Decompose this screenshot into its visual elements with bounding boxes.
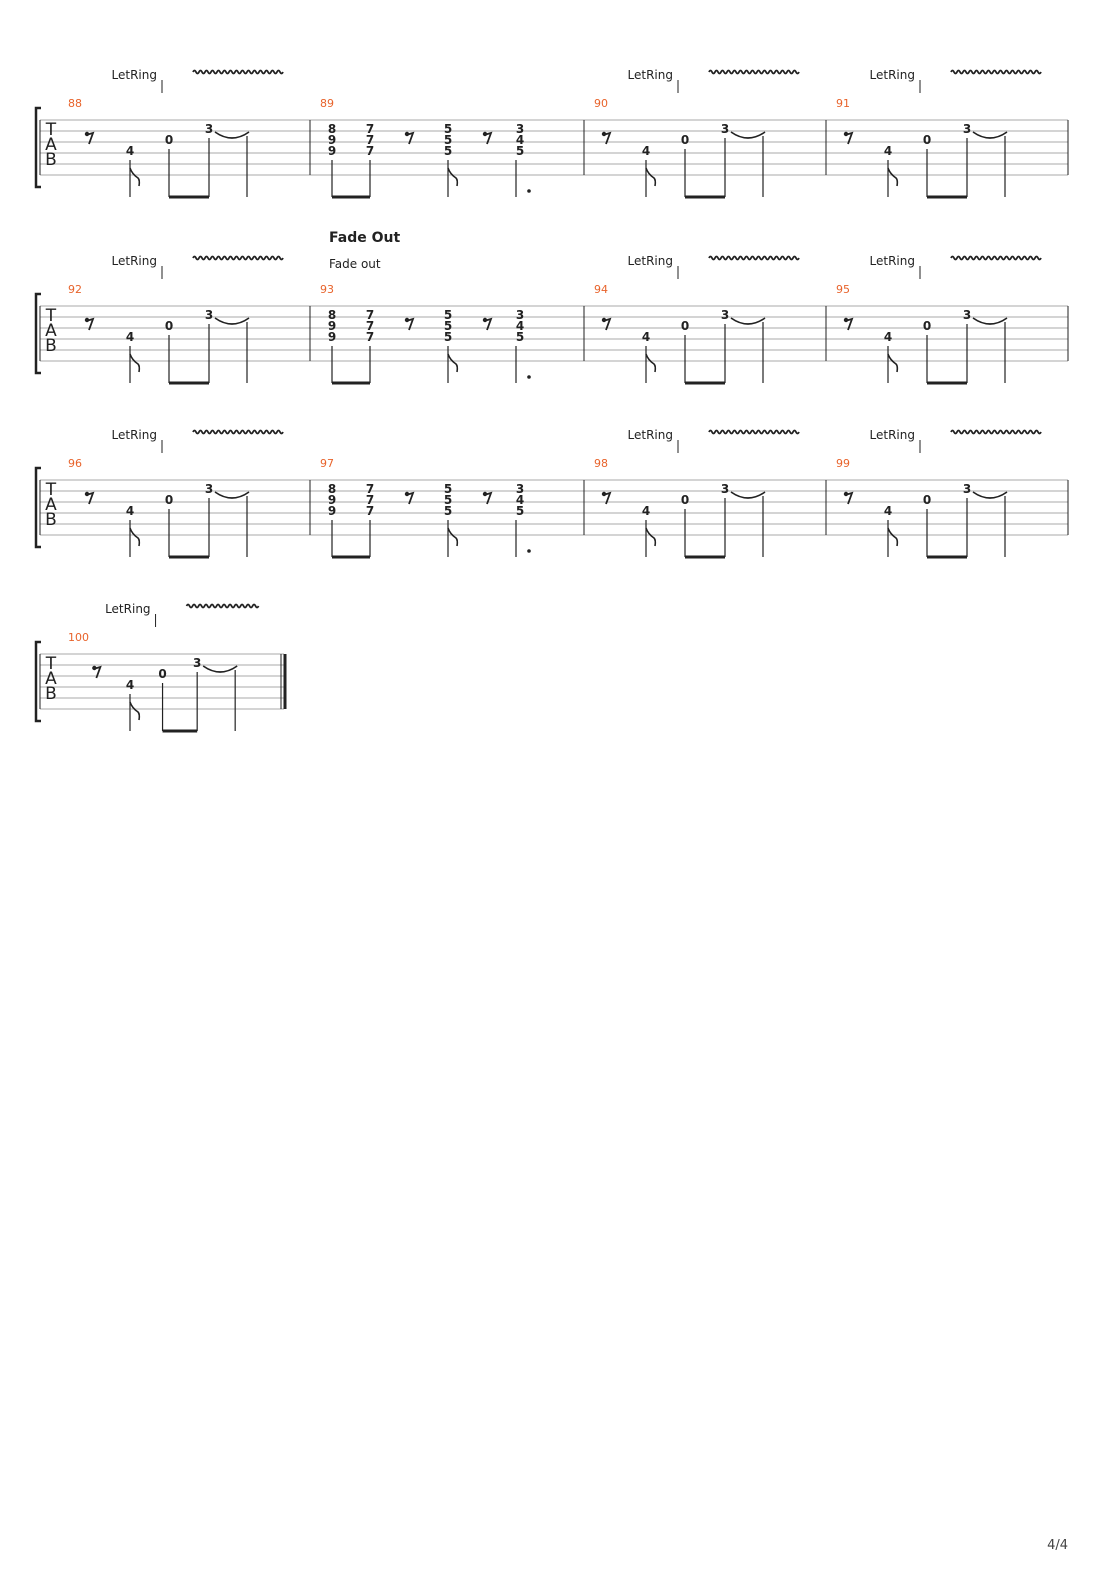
measure-89 bbox=[310, 97, 531, 197]
note-flag bbox=[888, 168, 897, 186]
note-flag bbox=[888, 528, 897, 546]
measure-number: 88 bbox=[68, 97, 82, 110]
fret-number: 4 bbox=[641, 144, 651, 158]
fret-number: 3 bbox=[515, 308, 525, 322]
tab-clef-letter: A bbox=[45, 135, 57, 155]
measure-97 bbox=[310, 457, 531, 557]
let-ring-label: LetRing bbox=[105, 602, 151, 616]
measure-95 bbox=[826, 254, 1068, 383]
let-ring-label: LetRing bbox=[627, 254, 673, 268]
tie bbox=[731, 132, 765, 138]
let-ring-vibrato-line bbox=[951, 71, 1041, 74]
let-ring-label: LetRing bbox=[627, 428, 673, 442]
fret-number: 5 bbox=[443, 122, 453, 136]
fret-number: 8 bbox=[327, 122, 337, 136]
fret-number: 9 bbox=[327, 144, 337, 158]
tab-clef-letter: T bbox=[45, 654, 57, 674]
let-ring-label: LetRing bbox=[627, 68, 673, 82]
tab-clef-letter: T bbox=[45, 306, 57, 326]
fret-number: 4 bbox=[515, 133, 525, 147]
fret-number: 7 bbox=[365, 482, 375, 496]
fret-number: 3 bbox=[204, 122, 214, 136]
fret-number: 4 bbox=[641, 504, 651, 518]
note-flag bbox=[888, 354, 897, 372]
tie bbox=[215, 492, 249, 498]
fret-number: 0 bbox=[680, 133, 690, 147]
measure-number: 91 bbox=[836, 97, 850, 110]
fret-number: 0 bbox=[922, 493, 932, 507]
tie bbox=[973, 492, 1007, 498]
fret-number: 5 bbox=[515, 330, 525, 344]
fret-number: 3 bbox=[720, 308, 730, 322]
note-flag bbox=[646, 168, 655, 186]
fret-number: 3 bbox=[962, 308, 972, 322]
tie bbox=[973, 132, 1007, 138]
fret-number: 0 bbox=[164, 493, 174, 507]
let-ring-vibrato-line bbox=[709, 257, 799, 260]
let-ring-vibrato-line bbox=[187, 605, 259, 608]
note-flag bbox=[130, 528, 139, 546]
tab-clef-letter: A bbox=[45, 495, 57, 515]
tab-clef-letter: B bbox=[45, 510, 57, 530]
measure-88 bbox=[40, 68, 283, 197]
dot bbox=[527, 549, 531, 553]
fret-number: 3 bbox=[720, 482, 730, 496]
tie bbox=[215, 132, 249, 138]
fret-number: 4 bbox=[125, 330, 135, 344]
note-flag bbox=[646, 528, 655, 546]
fret-number: 5 bbox=[515, 144, 525, 158]
dot bbox=[527, 375, 531, 379]
measure-number: 95 bbox=[836, 283, 850, 296]
fret-number: 5 bbox=[515, 504, 525, 518]
note-flag bbox=[130, 702, 139, 720]
let-ring-vibrato-line bbox=[709, 431, 799, 434]
fret-number: 3 bbox=[204, 308, 214, 322]
measure-96 bbox=[40, 428, 283, 557]
system-4 bbox=[36, 602, 285, 731]
fret-number: 7 bbox=[365, 319, 375, 333]
measure-number: 93 bbox=[320, 283, 334, 296]
fret-number: 8 bbox=[327, 482, 337, 496]
measure-93 bbox=[310, 283, 531, 383]
fret-number: 7 bbox=[365, 330, 375, 344]
fret-number: 5 bbox=[443, 308, 453, 322]
let-ring-label: LetRing bbox=[111, 68, 157, 82]
let-ring-vibrato-line bbox=[193, 431, 283, 434]
tie bbox=[731, 492, 765, 498]
fret-number: 4 bbox=[883, 144, 893, 158]
fret-number: 7 bbox=[365, 144, 375, 158]
let-ring-label: LetRing bbox=[869, 254, 915, 268]
fret-number: 7 bbox=[365, 122, 375, 136]
measure-number: 89 bbox=[320, 97, 334, 110]
fret-number: 4 bbox=[641, 330, 651, 344]
measure-number: 97 bbox=[320, 457, 334, 470]
measure-number: 92 bbox=[68, 283, 82, 296]
fret-number: 4 bbox=[515, 319, 525, 333]
tie bbox=[973, 318, 1007, 324]
page-number: 4/4 bbox=[1047, 1538, 1068, 1553]
fret-number: 4 bbox=[883, 504, 893, 518]
measure-94 bbox=[584, 254, 799, 383]
fret-number: 3 bbox=[720, 122, 730, 136]
fret-number: 4 bbox=[125, 504, 135, 518]
let-ring-vibrato-line bbox=[709, 71, 799, 74]
let-ring-vibrato-line bbox=[193, 71, 283, 74]
tie bbox=[215, 318, 249, 324]
measure-100 bbox=[40, 602, 285, 731]
fret-number: 9 bbox=[327, 133, 337, 147]
fret-number: 3 bbox=[515, 122, 525, 136]
tablature-score bbox=[0, 0, 1110, 780]
let-ring-vibrato-line bbox=[951, 431, 1041, 434]
fret-number: 5 bbox=[443, 330, 453, 344]
fret-number: 9 bbox=[327, 330, 337, 344]
measure-number: 98 bbox=[594, 457, 608, 470]
fret-number: 0 bbox=[680, 493, 690, 507]
system-3 bbox=[36, 428, 1068, 557]
let-ring-vibrato-line bbox=[193, 257, 283, 260]
fret-number: 5 bbox=[443, 144, 453, 158]
fret-number: 5 bbox=[443, 319, 453, 333]
measure-number: 96 bbox=[68, 457, 82, 470]
fret-number: 4 bbox=[125, 144, 135, 158]
fret-number: 4 bbox=[125, 678, 135, 692]
tab-clef-letter: A bbox=[45, 321, 57, 341]
fret-number: 5 bbox=[443, 493, 453, 507]
measure-98 bbox=[584, 428, 799, 557]
fret-number: 0 bbox=[158, 667, 167, 681]
tab-clef-letter: T bbox=[45, 120, 57, 140]
fret-number: 7 bbox=[365, 133, 375, 147]
measure-92 bbox=[40, 254, 283, 383]
measure-number: 100 bbox=[68, 631, 89, 644]
fret-number: 3 bbox=[962, 122, 972, 136]
measure-99 bbox=[826, 428, 1068, 557]
fret-number: 5 bbox=[443, 482, 453, 496]
fret-number: 7 bbox=[365, 504, 375, 518]
fret-number: 3 bbox=[962, 482, 972, 496]
fret-number: 0 bbox=[680, 319, 690, 333]
fret-number: 3 bbox=[204, 482, 214, 496]
let-ring-label: LetRing bbox=[869, 428, 915, 442]
fret-number: 0 bbox=[164, 319, 174, 333]
fret-number: 9 bbox=[327, 319, 337, 333]
fret-number: 0 bbox=[922, 133, 932, 147]
fret-number: 0 bbox=[164, 133, 174, 147]
tab-clef-letter: B bbox=[45, 684, 57, 704]
fret-number: 4 bbox=[883, 330, 893, 344]
fret-number: 5 bbox=[443, 133, 453, 147]
measure-number: 90 bbox=[594, 97, 608, 110]
note-flag bbox=[130, 354, 139, 372]
fret-number: 3 bbox=[515, 482, 525, 496]
note-flag bbox=[646, 354, 655, 372]
measure-number: 99 bbox=[836, 457, 850, 470]
fret-number: 3 bbox=[192, 656, 202, 670]
tab-clef-letter: B bbox=[45, 150, 57, 170]
tab-clef-letter: B bbox=[45, 336, 57, 356]
measure-number: 94 bbox=[594, 283, 608, 296]
note-flag bbox=[448, 354, 457, 372]
fret-number: 8 bbox=[327, 308, 337, 322]
fret-number: 4 bbox=[515, 493, 525, 507]
let-ring-vibrato-line bbox=[951, 257, 1041, 260]
let-ring-label: LetRing bbox=[869, 68, 915, 82]
note-flag bbox=[130, 168, 139, 186]
fret-number: 7 bbox=[365, 308, 375, 322]
let-ring-label: LetRing bbox=[111, 254, 157, 268]
fret-number: 7 bbox=[365, 493, 375, 507]
system-2 bbox=[36, 230, 1068, 383]
system-1 bbox=[36, 68, 1068, 197]
note-flag bbox=[448, 528, 457, 546]
tie bbox=[731, 318, 765, 324]
measure-90 bbox=[584, 68, 799, 197]
let-ring-label: LetRing bbox=[111, 428, 157, 442]
tie bbox=[203, 666, 237, 672]
dot bbox=[527, 189, 531, 193]
measure-91 bbox=[826, 68, 1068, 197]
fret-number: 9 bbox=[327, 493, 337, 507]
fret-number: 0 bbox=[922, 319, 932, 333]
fret-number: 9 bbox=[327, 504, 337, 518]
section-text: Fade out bbox=[329, 257, 381, 271]
tab-clef-letter: T bbox=[45, 480, 57, 500]
tab-clef-letter: A bbox=[45, 669, 57, 689]
note-flag bbox=[448, 168, 457, 186]
section-title: Fade Out bbox=[329, 230, 401, 246]
fret-number: 5 bbox=[443, 504, 453, 518]
